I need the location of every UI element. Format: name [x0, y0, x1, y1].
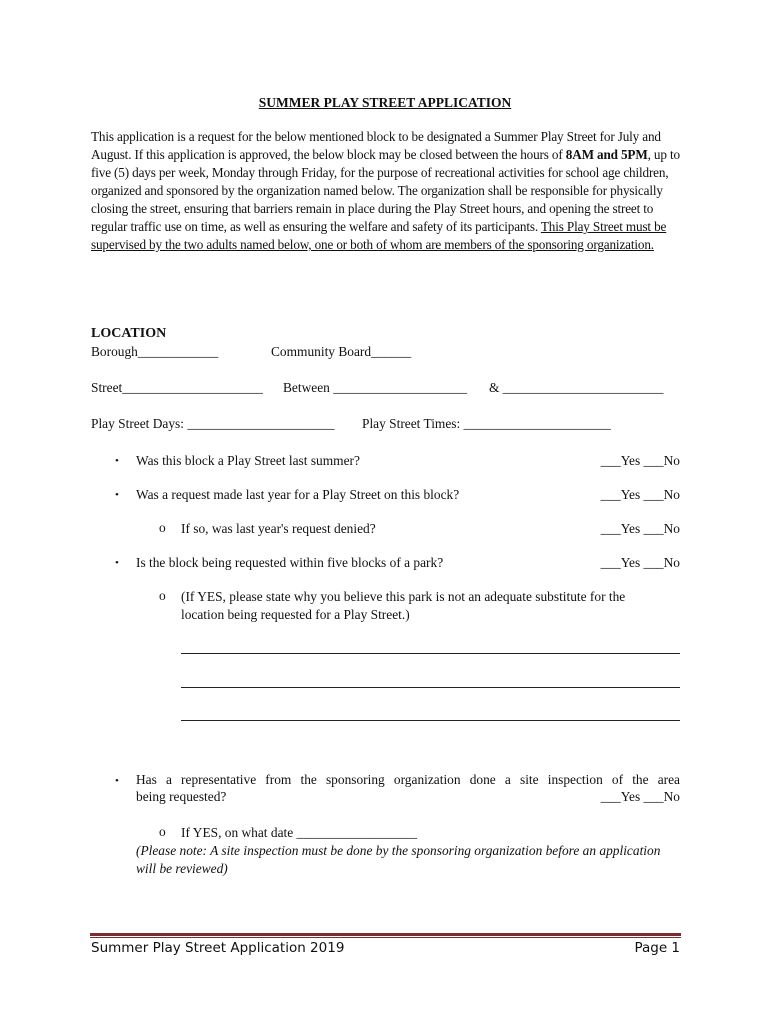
bullet-icon: • [115, 557, 119, 569]
bullet-icon: • [115, 455, 119, 467]
question-site-inspection-line1: Has a representative from the sponsoring organization done a site inspection of the area [136, 772, 680, 787]
yes-no-request-last-year[interactable]: ___Yes ___No [600, 487, 680, 502]
yes-no-near-park[interactable]: ___Yes ___No [600, 555, 680, 570]
between-field[interactable]: Between ____________________ [283, 380, 468, 395]
borough-field[interactable]: Borough____________ [91, 344, 219, 359]
play-street-days-field[interactable]: Play Street Days: ______________________ [91, 416, 335, 431]
inspection-note: (Please note: A site inspection must be done by the sponsoring organization before an application will be reviewed) [136, 843, 661, 876]
play-street-times-field[interactable]: Play Street Times: ______________________ [362, 416, 611, 431]
footer-divider-thin [90, 937, 681, 938]
question-site-inspection-line2: being requested? [136, 789, 227, 804]
question-last-summer: Was this block a Play Street last summer? [136, 453, 360, 468]
park-explanation-prompt-line2: location being requested for a Play Street.) [181, 607, 410, 622]
yes-no-request-denied[interactable]: ___Yes ___No [600, 521, 680, 536]
question-site-inspection [136, 771, 680, 789]
bullet-icon: • [115, 775, 119, 787]
location-heading: LOCATION [91, 326, 167, 341]
sub-bullet-icon: o [159, 520, 166, 535]
and-street-field[interactable]: & ________________________ [489, 380, 664, 395]
yes-no-last-summer[interactable]: ___Yes ___No [600, 453, 680, 468]
question-near-park: Is the block being requested within five blocks of a park? [136, 555, 444, 570]
footer-page-number: Page 1 [634, 940, 680, 956]
park-explanation-prompt-line1: (If YES, please state why you believe this park is not an adequate substitute for the [181, 589, 626, 604]
bullet-icon: • [115, 489, 119, 501]
footer-divider [90, 933, 681, 936]
intro-text-1: This application is a request for the below mentioned block to be designated a Summer Play Street for July and August. If this application is approved, the below block may be closed between the hours of [91, 129, 661, 162]
page-title: SUMMER PLAY STREET APPLICATION [258, 95, 512, 110]
intro-supervision-note: This Play Street must be supervised by the two adults named below, one or both of whom are members of the sponsoring organization. [91, 219, 667, 252]
explanation-line-1[interactable] [181, 653, 680, 654]
explanation-line-2[interactable] [181, 687, 680, 688]
intro-paragraph [91, 128, 681, 254]
community-board-field[interactable]: Community Board______ [271, 344, 412, 359]
footer-document-title: Summer Play Street Application 2019 [91, 940, 345, 956]
inspection-date-field[interactable]: If YES, on what date __________________ [181, 825, 418, 840]
intro-text-2: , up to five (5) days per week, Monday through Friday, for the purpose of recreational activities for school age children, organized and sponsored by the organization named below. The organization shall be responsible for physically closing the street, ensuring that barriers remain in place during the Play Street hours, and opening the street to regular traffic use on time, as well as ensuring the welfare and safety of its participants. [91, 147, 680, 234]
explanation-line-3[interactable] [181, 720, 680, 721]
question-request-last-year: Was a request made last year for a Play Street on this block? [136, 487, 460, 502]
intro-hours-bold: 8AM and 5PM [565, 147, 648, 162]
street-field[interactable]: Street_____________________ [91, 380, 263, 395]
question-request-denied: If so, was last year's request denied? [181, 521, 376, 536]
sub-bullet-icon: o [159, 588, 166, 603]
yes-no-site-inspection[interactable]: ___Yes ___No [600, 789, 680, 804]
sub-bullet-icon: o [159, 824, 166, 839]
